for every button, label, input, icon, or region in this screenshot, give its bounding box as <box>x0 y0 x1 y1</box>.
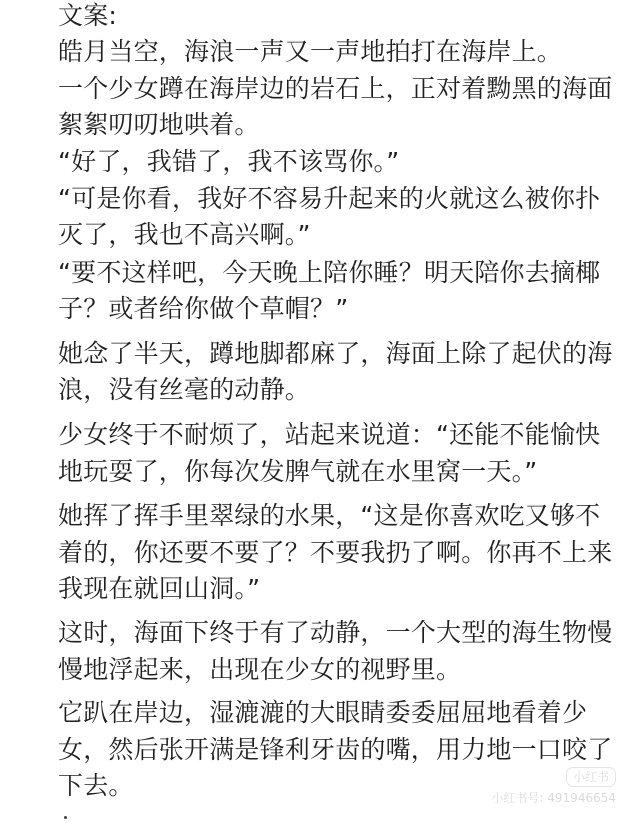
text-line: “要不这样吧，今天晚上陪你睡？明天陪你去摘椰 <box>58 258 601 287</box>
text-line: 皓月当空，海浪一声又一声地拍打在海岸上。 <box>58 37 563 66</box>
text-line: 地玩耍了，你每次发脾气就在水里窝一天。” <box>58 457 538 486</box>
trailing-dot <box>64 816 67 819</box>
text-line: 浪，没有丝毫的动静。 <box>58 375 311 404</box>
text-line: 女，然后张开满是锋利牙齿的嘴，用力地一口咬了 <box>58 735 613 764</box>
text-line: 少女终于不耐烦了，站起来说道：“还能不能愉快 <box>58 420 601 449</box>
watermark-logo: 小红书 <box>566 767 616 787</box>
text-line: 慢地浮起来，出现在少女的视野里。 <box>58 655 462 684</box>
text-line: 它趴在岸边，湿漉漉的大眼睛委委屈屈地看着少 <box>58 698 588 727</box>
text-line: 灭了，我也不高兴啊。” <box>58 220 311 249</box>
text-line: 絮絮叨叨地哄着。 <box>58 110 260 139</box>
watermark-id: 小红书号: 491946654 <box>491 791 616 805</box>
text-line: 着的，你还要不要了？不要我扔了啊。你再不上来 <box>58 538 613 567</box>
text-line: 这时，海面下终于有了动静，一个大型的海生物慢 <box>58 618 613 647</box>
text-line: “可是你看，我好不容易升起来的火就这么被你扑 <box>58 184 601 213</box>
heading-label: 文案: <box>58 1 118 30</box>
text-line: 下去。 <box>58 771 134 800</box>
text-line: 她念了半天，蹲地脚都麻了，海面上除了起伏的海 <box>58 339 613 368</box>
text-line: “好了，我错了，我不该骂你。” <box>58 147 400 176</box>
text-line: 我现在就回山洞。” <box>58 574 261 603</box>
watermark <box>491 767 616 805</box>
text-line: 她挥了挥手里翠绿的水果，“这是你喜欢吃又够不 <box>58 501 601 530</box>
text-line: 一个少女蹲在海岸边的岩石上，正对着黝黑的海面 <box>58 74 613 103</box>
text-line: 子？或者给你做个草帽？” <box>58 294 349 323</box>
